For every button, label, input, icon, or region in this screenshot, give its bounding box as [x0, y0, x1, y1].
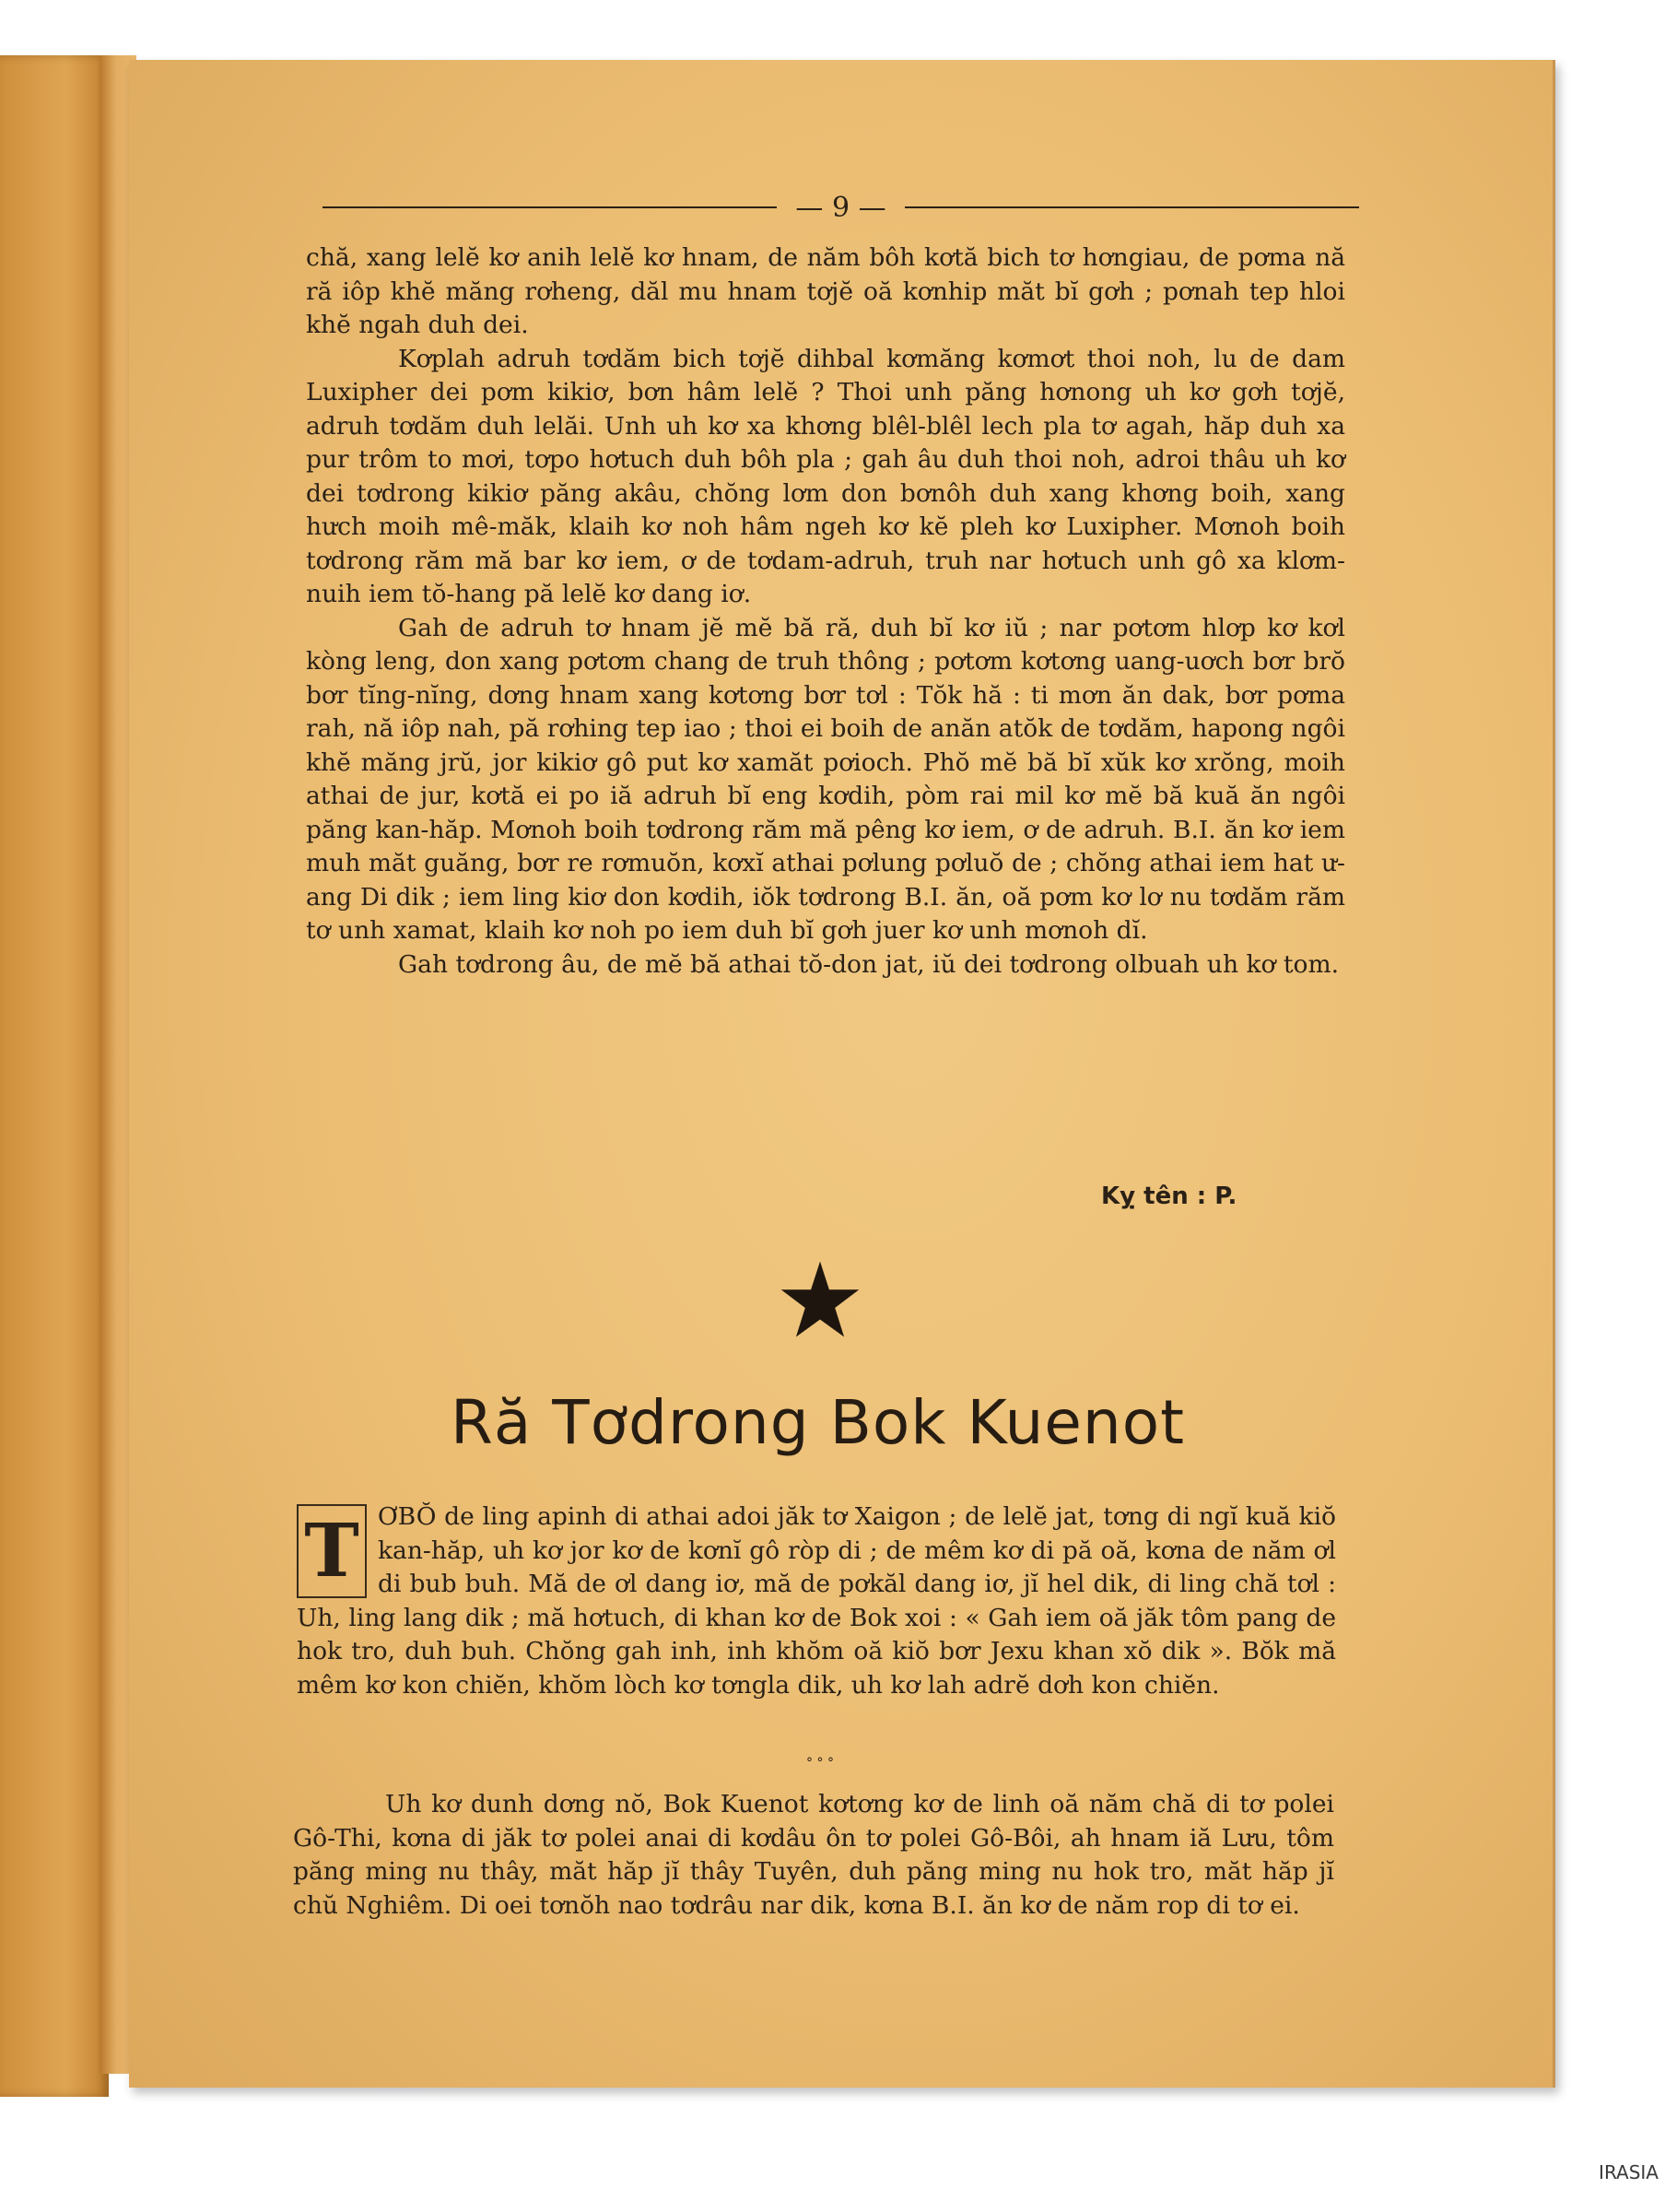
lead-paragraph: ƠBŎ de ling apinh di athai adoi jăk tơ Xaigon ; de lelĕ jat, tơng di ngĭ kuă kiŏ kan-hăp, uh kơ jor kơ de kơnĭ gô ròp di ; de mêm kơ di pă oă, kơna de năm ơl di bub buh. Mă de ơl dang iơ, mă de pơkăl dang iơ, jĭ hel dik, di ling chă tơl : Uh, ling lang dik ; mă hơtuch, di khan kơ de Bok xoi : « Gah iem oă jăk tôm pang de hok tro, duh buh. Chŏng gah inh, inh khŏm oă kiŏ bơr Jexu khan xŏ dik ». Bŏk mă mêm kơ kon chiĕn, khŏm lòch kơ tơngla dik, uh kơ lah adrĕ dơh kon chiĕn. — [297, 1502, 1336, 1700]
article-title: Ră Tơdrong Bok Kuenot — [450, 1387, 1185, 1458]
watermark: IRASIA — [1599, 2161, 1659, 2183]
dropcap — [297, 1504, 367, 1598]
paragraph: Gah tơdrong âu, de mĕ bă athai tŏ-don jat, iŭ dei tơdrong olbuah uh kơ tom. — [398, 949, 1340, 979]
paragraph: Uh kơ dunh dơng nŏ, Bok Kuenot kơtơng kơ de linh oă năm chă di tơ polei Gô-Thi, kơna di jăk tơ polei anai di kơdâu ôn tơ polei Gô-Bôi, ah hnam iă Lưu, tôm păng ming nu thây, măt hăp jĭ thây Tuyên, duh păng ming nu hok tro, măt hăp jĭ chŭ Nghiêm. Di oei tơnŏh nao tơdrâu nar dik, kơna B.I. ăn kơ de năm rop di tơ ei. — [293, 1790, 1334, 1920]
paragraph: chă, xang lelĕ kơ anih lelĕ kơ hnam, de năm bôh kơtă bich tơ hơngiau, de pơma nă ră iôp khĕ măng rơheng, dăl mu hnam tơjĕ oă kơnhip măt bĭ gơh ; pơnah tep hloi khĕ ngah duh dei. — [306, 243, 1345, 339]
signature: Kỵ tên : P. — [1101, 1182, 1237, 1210]
paragraph: Kơplah adruh tơdăm bich tơjĕ dihbal kơmăng kơmơt thoi noh, lu de dam Luxipher dei pơm kikiơ, bơn hâm lelĕ ? Thoi unh păng hơnong uh kơ gơh tơjĕ, adruh tơdăm duh lelăi. Unh uh kơ xa khơng blêl-blêl lech pla tơ agah, hăp duh xa pur trôm to mơi, tơpo hơtuch duh bôh pla ; gah âu duh thoi noh, adroi thâu uh kơ dei tơdrong kikiơ păng akâu, chŏng lơm don bơnôh duh xang khơng boih, xang hưch moih mê-măk, klaih kơ noh hâm ngeh kơ kĕ pleh kơ Luxipher. Mơnoh boih tơdrong răm mă bar kơ iem, ơ de tơdam-adruh, truh nar hơtuch unh gô xa klơm-nuih iem tŏ-hang pă lelĕ kơ dang iơ. — [306, 344, 1345, 608]
page-header — [322, 180, 1359, 235]
star-icon — [779, 1258, 862, 1341]
left-page-edge — [0, 55, 109, 2097]
section-separator: ° ° ° — [806, 1756, 834, 1771]
article-lead — [297, 1500, 1336, 1702]
dropcap-letter: T — [304, 1507, 359, 1594]
section-body — [306, 241, 1345, 982]
paragraph: Gah de adruh tơ hnam jĕ mĕ bă ră, duh bĭ kơ iŭ ; nar pơtơm hlơp kơ kơl kòng leng, don xang pơtơm chang de truh thông ; pơtơm kơtơng uang-uơch bơr brŏ bơr tĭng-nĭng, dơng hnam xang kơtơng bơr tơl : Tŏk hă : ti mơn ăn dak, bơr pơma rah, nă iôp nah, pă rơhing tep iao ; thoi ei boih de anăn atŏk de tơdăm, hapong ngôi khĕ măng jrŭ, jor kikiơ gô put kơ xamăt pơioch. Phŏ mĕ bă bĭ xŭk kơ xrŏng, moih athai de jur, kơtă ei po iă adruh bĭ eng kơdih, pòm rai mil kơ mĕ bă kuă ăn ngôi păng kan-hăp. Mơnoh boih tơdrong răm mă pêng kơ iem, ơ de adruh. B.I. ăn kơ iem muh măt guăng, bơr re rơmuŏn, kơxĭ athai pơlung pơluŏ de ; chŏng athai iem hat ư-ang Di dik ; iem ling kiơ don kơdih, iŏk tơdrong B.I. ăn, oă pơm kơ lơ nu tơdăm răm tơ unh xamat, klaih kơ noh po iem duh bĭ gơh juer kơ unh mơnoh dĭ. — [306, 613, 1345, 945]
article-body — [293, 1788, 1334, 1923]
header-rule-left — [322, 206, 777, 208]
header-rule-right — [905, 206, 1359, 208]
page-number: — 9 — — [795, 191, 886, 224]
